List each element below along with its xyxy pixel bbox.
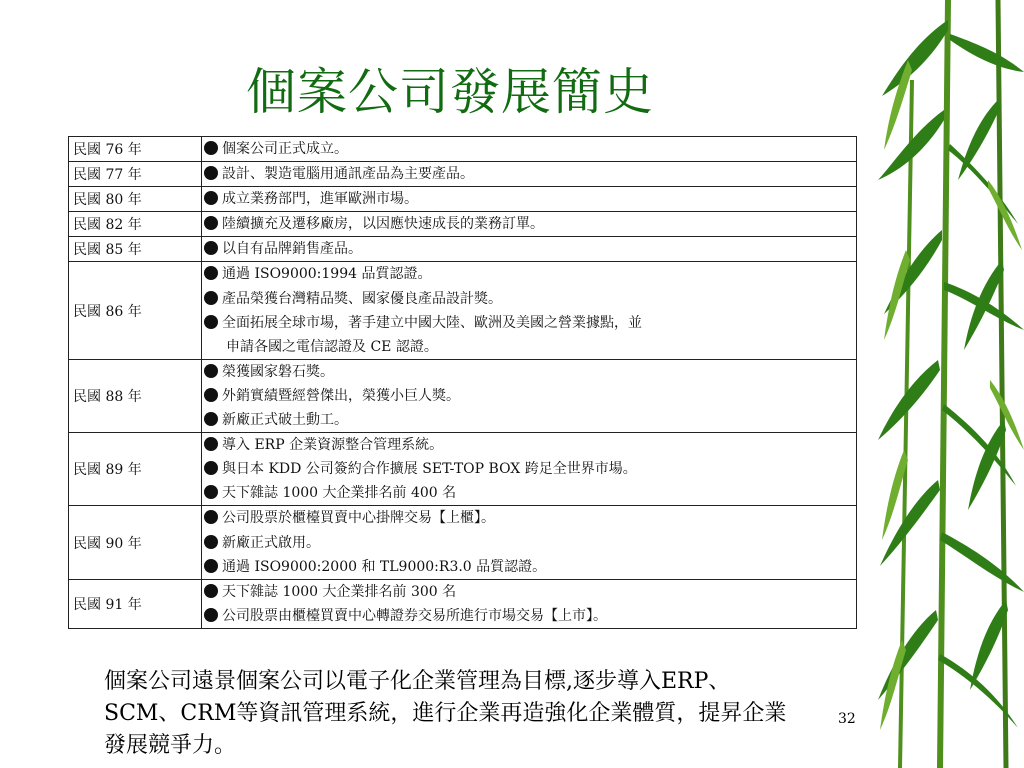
history-event-text: 通過 ISO9000:1994 品質認證。: [222, 266, 432, 283]
bullet-icon: [204, 584, 218, 598]
history-table: [68, 136, 857, 629]
bullet-icon: [204, 412, 218, 426]
history-event: [204, 212, 856, 236]
bullet-icon: [204, 141, 218, 155]
bullet-icon: [204, 608, 218, 622]
history-event: [204, 287, 856, 311]
history-event: [204, 335, 856, 359]
history-events: [202, 262, 857, 359]
history-row: [69, 506, 857, 579]
bullet-icon: [204, 364, 218, 378]
history-event: [204, 506, 856, 530]
history-event: [204, 457, 856, 481]
history-year: 民國 77 年: [69, 162, 202, 187]
bullet-icon: [204, 216, 218, 230]
bullet-icon: [204, 461, 218, 475]
history-event-text: 新廠正式啟用。: [222, 534, 320, 551]
bullet-icon: [204, 241, 218, 255]
history-events: [202, 187, 857, 212]
history-events: [202, 162, 857, 187]
history-year: 民國 86 年: [69, 262, 202, 359]
page-number: 32: [838, 711, 856, 727]
bullet-icon: [204, 437, 218, 451]
history-event-text: 天下雜誌 1000 大企業排名前 300 名: [222, 583, 457, 600]
slide-title: 個案公司發展簡史: [246, 63, 654, 121]
history-year: 民國 85 年: [69, 237, 202, 262]
history-year: 民國 82 年: [69, 212, 202, 237]
bullet-icon: [204, 388, 218, 402]
history-event: [204, 384, 856, 408]
history-event: [204, 555, 856, 579]
history-events: [202, 237, 857, 262]
history-events: [202, 433, 857, 506]
bullet-icon: [204, 315, 218, 329]
bullet-icon: [204, 510, 218, 524]
history-event-text: 全面拓展全球市場，著手建立中國大陸、歐洲及美國之營業據點，並: [222, 314, 642, 331]
history-event-text: 個案公司正式成立。: [222, 141, 348, 157]
history-event-text: 產品榮獲台灣精品獎、國家優良產品設計獎。: [222, 290, 502, 307]
history-year: 民國 76 年: [69, 137, 202, 162]
history-row: [69, 359, 857, 432]
history-event: [204, 162, 856, 186]
history-event: [204, 408, 856, 432]
history-events: [202, 359, 857, 432]
history-event: [204, 187, 856, 211]
history-year: 民國 89 年: [69, 433, 202, 506]
history-event-text: 公司股票由櫃檯買賣中心轉證券交易所進行市場交易【上市】。: [222, 607, 607, 624]
history-events: [202, 212, 857, 237]
bullet-icon: [204, 559, 218, 573]
history-event: [204, 433, 856, 457]
bullet-icon: [204, 291, 218, 305]
history-event-text: 與日本 KDD 公司簽約合作擴展 SET-TOP BOX 跨足全世界市場。: [222, 461, 637, 478]
history-event-text: 公司股票於櫃檯買賣中心掛牌交易【上櫃】。: [222, 510, 495, 527]
history-row: [69, 187, 857, 212]
history-event-text: 通過 ISO9000:2000 和 TL9000:R3.0 品質認證。: [222, 558, 547, 575]
history-event: [204, 360, 856, 384]
history-event-text: 以自有品牌銷售產品。: [222, 241, 362, 258]
history-row: [69, 433, 857, 506]
history-row: [69, 137, 857, 162]
history-event-text: 陸續擴充及遷移廠房，以因應快速成長的業務訂單。: [222, 216, 544, 233]
history-event-text: 新廠正式破土動工。: [222, 412, 348, 429]
history-event: [204, 604, 856, 628]
history-event: [204, 237, 856, 261]
history-year: 民國 88 年: [69, 359, 202, 432]
bullet-icon: [204, 191, 218, 205]
history-row: [69, 212, 857, 237]
history-event-text: 天下雜誌 1000 大企業排名前 400 名: [222, 485, 457, 502]
bullet-icon: [204, 535, 218, 549]
history-events: [202, 506, 857, 579]
history-event: [204, 311, 856, 335]
history-event-text: 申請各國之電信認證及 CE 認證。: [226, 338, 438, 355]
bullet-icon: [204, 485, 218, 499]
history-event-text: 榮獲國家磐石獎。: [222, 363, 334, 380]
body-paragraph: 個案公司遠景個案公司以電子化企業管理為目標,逐步導入ERP、SCM、CRM等資訊管理系統，進行企業再造強化企業體質，提昇企業發展競爭力。: [104, 669, 787, 758]
history-event-text: 外銷實績暨經營傑出，榮獲小巨人獎。: [222, 387, 460, 404]
history-row: [69, 237, 857, 262]
history-event-text: 導入 ERP 企業資源整合管理系統。: [222, 437, 444, 454]
bullet-icon: [204, 266, 218, 280]
history-year: 民國 80 年: [69, 187, 202, 212]
history-year: 民國 91 年: [69, 579, 202, 628]
history-event-text: 成立業務部門，進軍歐洲市場。: [222, 191, 418, 208]
history-event: [204, 137, 856, 161]
history-events: [202, 137, 857, 162]
history-event: [204, 580, 856, 604]
history-event-text: 設計、製造電腦用通訊產品為主要產品。: [222, 166, 474, 183]
history-row: [69, 162, 857, 187]
history-row: [69, 262, 857, 359]
history-row: [69, 579, 857, 628]
history-events: [202, 579, 857, 628]
history-event: [204, 262, 856, 286]
history-event: [204, 531, 856, 555]
bullet-icon: [204, 166, 218, 180]
history-year: 民國 90 年: [69, 506, 202, 579]
history-event: [204, 481, 856, 505]
